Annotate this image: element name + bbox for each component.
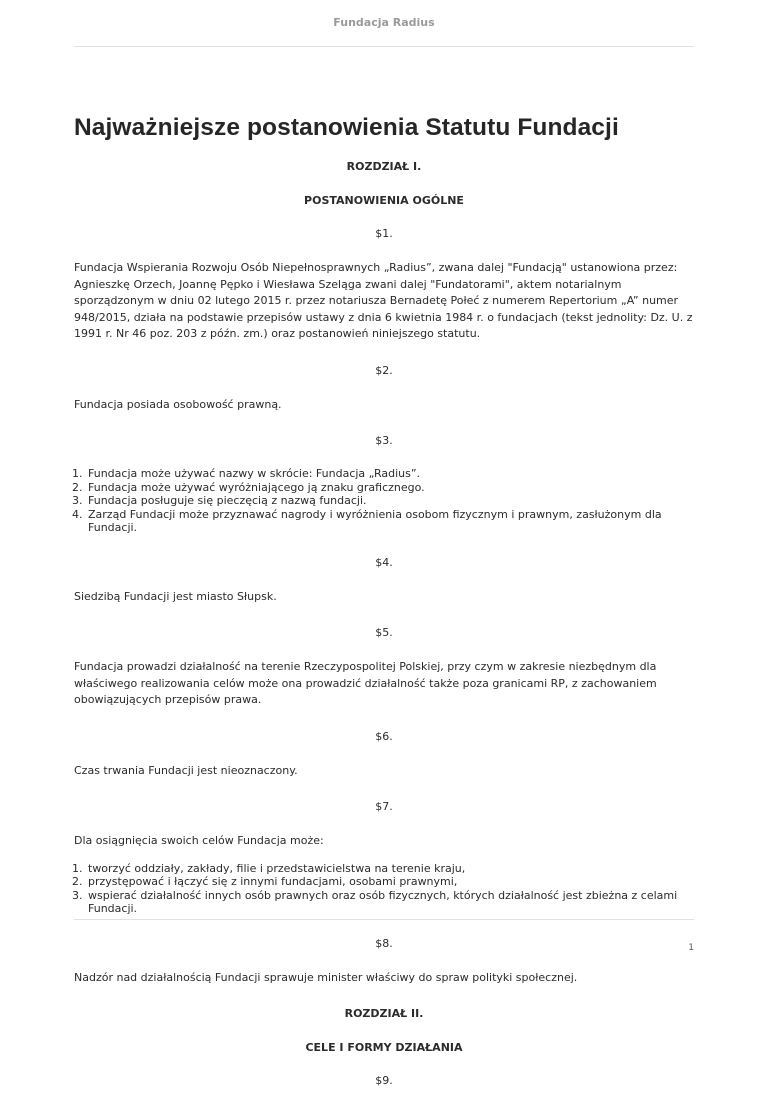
section-5-number: $5.: [375, 626, 393, 639]
chapter-1-label: ROZDZIAŁ I.: [346, 160, 422, 173]
chapter-2-label: ROZDZIAŁ II.: [344, 1007, 424, 1020]
header-title: Fundacja Radius: [333, 16, 435, 29]
section-4-number: $4.: [375, 555, 393, 569]
section-3-list: [74, 467, 694, 535]
document-title: Najważniejsze postanowienia Statutu Fundacji: [74, 114, 619, 141]
section-2-text: Fundacja posiada osobowość prawną.: [74, 397, 282, 411]
section-7-list: [74, 862, 694, 916]
section-7-number: $7.: [375, 800, 393, 813]
section-8-number: $8.: [375, 936, 393, 950]
list-item: 3. Fundacja posługuje się pieczęcią z nazwą fundacji.: [86, 494, 694, 508]
section-9-number: $9.: [375, 1074, 393, 1087]
page-header: [74, 0, 694, 47]
section-1-number: $1.: [375, 227, 393, 240]
list-item: 1. tworzyć oddziały, zakłady, filie i przedstawicielstwa na terenie kraju,: [86, 862, 694, 876]
chapter-1-name: POSTANOWIENIA OGÓLNE: [304, 194, 464, 207]
section-8-text: Nadzór nad działalnością Fundacji sprawuje minister właściwy do spraw polityki społecznej.: [74, 970, 578, 984]
section-3-number: $3.: [375, 434, 393, 447]
list-item: 4. Zarząd Fundacji może przyznawać nagrody i wyróżnienia osobom fizycznym i prawnym, zasłużonym dla Fundacji.: [86, 508, 694, 535]
list-item: 1. Fundacja może używać nazwy w skrócie: Fundacja „Radius”.: [86, 467, 694, 481]
section-5-text: Fundacja prowadzi działalność na terenie Rzeczypospolitej Polskiej, przy czym w zakresie niezbędnym dla właściwego realizowania celów może ona prowadzić działalność także poza granicami RP, z zachowaniem obowiązujących przepisów prawa.: [74, 660, 657, 706]
list-item: 2. Fundacja może używać wyróżniającego ją znaku graficznego.: [86, 481, 694, 495]
section-1-text: Fundacja Wspierania Rozwoju Osób Niepełnosprawnych „Radius”, zwana dalej "Fundacją" ustanowiona przez: Agnieszkę Orzech, Joannę Pępko i Wiesława Szeląga zwani dalej "Fundatorami", aktem notarialnym sporządzonym w dniu 02 lutego 2015 r. przez notariusza Bernadetę Połeć z numerem Repertorium „A” numer 948/2015, działa na podstawie przepisów ustawy z dnia 6 kwietnia 1984 r. o fundacjach (tekst jednolity: Dz. U. z 1991 r. Nr 46 poz. 203 z późn. zm.) oraz postanowień niniejszego statutu.: [74, 261, 693, 340]
section-7-text: Dla osiągnięcia swoich celów Fundacja może:: [74, 834, 324, 847]
section-2-number: $2.: [375, 363, 393, 377]
section-4-text: Siedzibą Fundacji jest miasto Słupsk.: [74, 589, 277, 603]
list-item: 2. przystępować i łączyć się z innymi fundacjami, osobami prawnymi,: [86, 875, 694, 889]
section-6-text: Czas trwania Fundacji jest nieoznaczony.: [74, 763, 298, 777]
document-body: [74, 114, 694, 1107]
page-number: 1: [688, 943, 694, 953]
list-item: 3. wspierać działalność innych osób prawnych oraz osób fizycznych, których działalność jest zbieżna z celami Fundacji.: [86, 889, 694, 916]
section-6-number: $6.: [375, 729, 393, 743]
chapter-2-name: CELE I FORMY DZIAŁANIA: [305, 1041, 463, 1054]
page-footer: [74, 919, 694, 953]
